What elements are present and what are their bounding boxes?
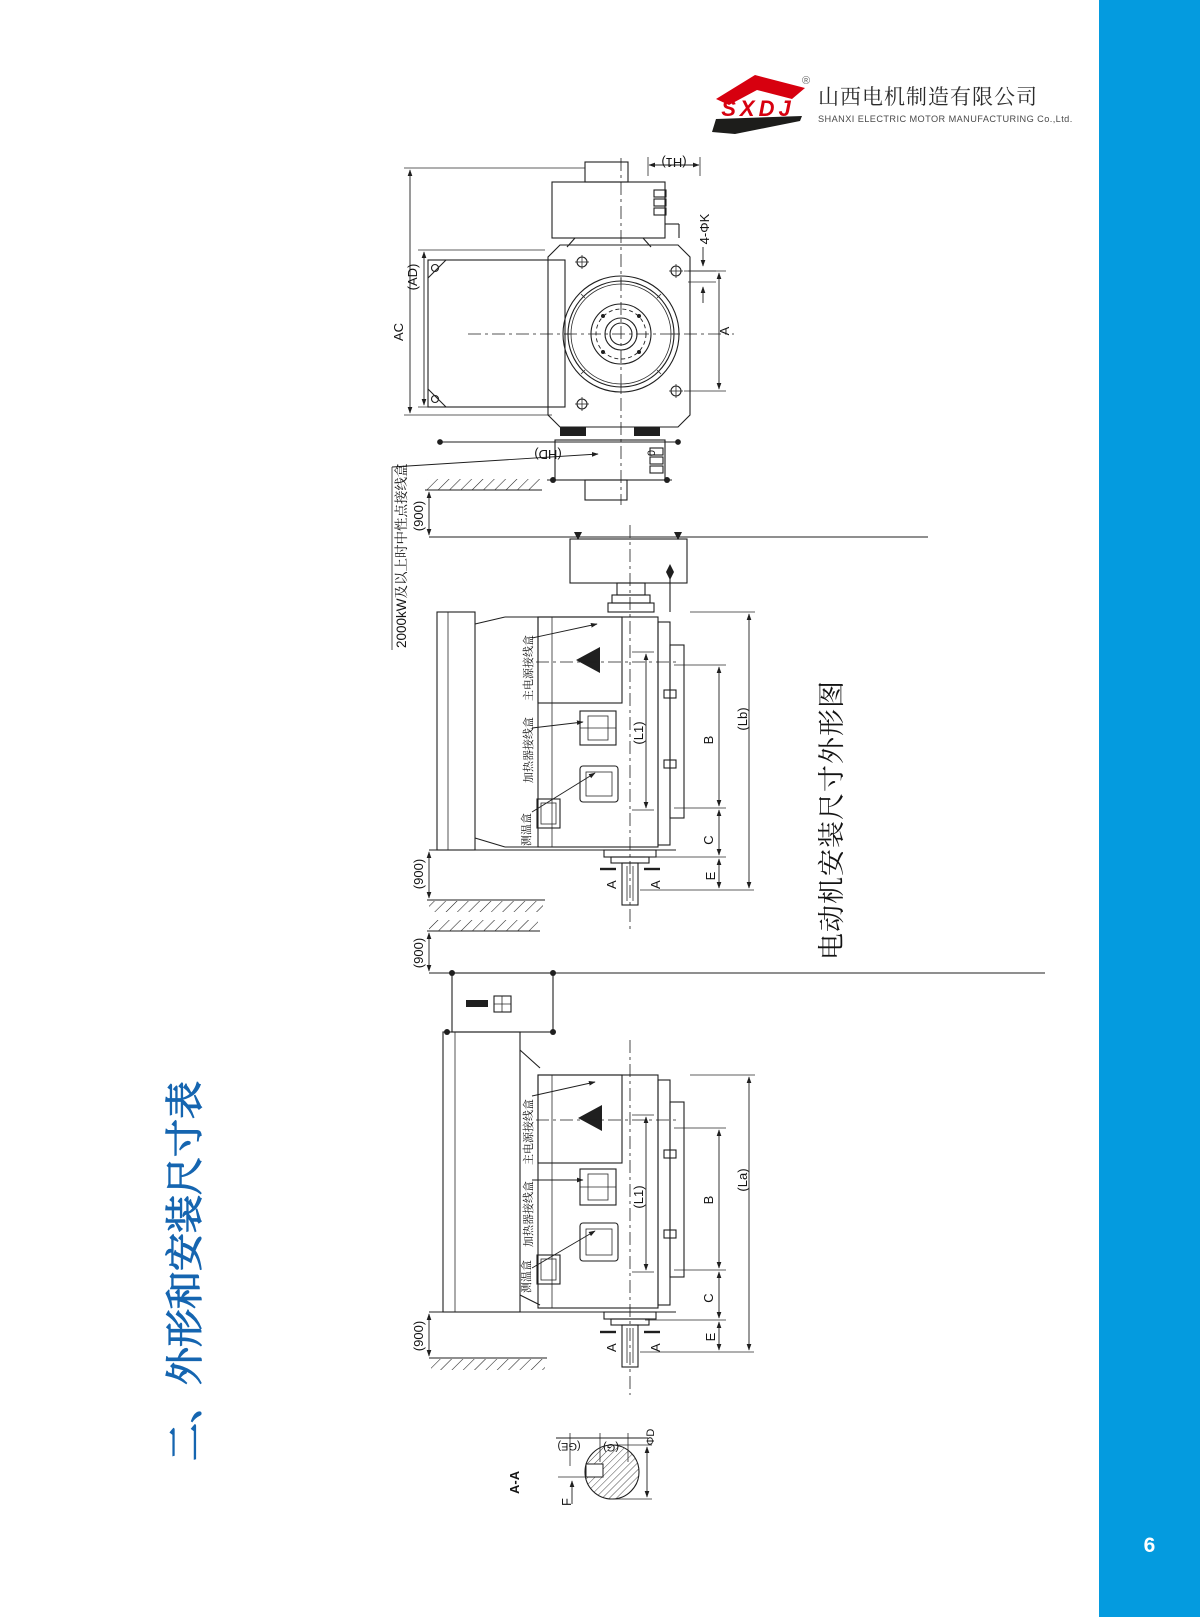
section-mark-a-right: A <box>648 1343 663 1352</box>
dim-label-g: (G) <box>603 1441 619 1453</box>
dim-label-b: B <box>701 735 716 745</box>
section-mark-a-left: A <box>604 880 619 889</box>
dim-label-e: E <box>703 871 718 881</box>
dim-label-l1: (L1) <box>631 1185 646 1209</box>
label-heater-box: 加热器接线盒 <box>523 1181 535 1247</box>
company-name-cn: 山西电机制造有限公司 <box>818 86 1038 109</box>
dim-label-ad: (AD) <box>405 263 420 291</box>
dim-label-900-top: (900) <box>411 500 426 532</box>
label-heater-box: 加热器接线盒 <box>523 717 535 783</box>
dim-label-e: E <box>703 1332 718 1342</box>
figure-caption: 电动机安装尺寸外形图 <box>817 680 847 960</box>
side-view-la-drawing <box>411 920 1045 1395</box>
label-temp-box: 测温盒 <box>521 813 533 846</box>
side-view-lb-drawing <box>411 479 928 932</box>
ground-hatch <box>429 901 543 912</box>
dim-label-900-bottom: (900) <box>411 858 426 890</box>
end-view-drawing <box>391 155 734 505</box>
dim-label-hd: (HD) <box>534 447 562 462</box>
label-main-power-box: 主电源接线盒 <box>523 1099 535 1165</box>
dim-label-900-top: (900) <box>411 937 426 969</box>
section-title: 二、外形和安装尺寸表 <box>165 1080 207 1461</box>
dim-label-a: A <box>717 326 732 336</box>
company-name-en: SHANXI ELECTRIC MOTOR MANUFACTURING Co.,Ltd. <box>818 114 1073 124</box>
dim-label-l1: (L1) <box>631 721 646 745</box>
section-mark-a-left: A <box>604 1343 619 1352</box>
ground-hatch <box>429 920 538 931</box>
dim-label-f: F <box>559 1498 574 1506</box>
dim-label-b: B <box>701 1195 716 1205</box>
registered-mark-icon: ® <box>801 75 811 87</box>
dim-label-zero: 0 <box>646 449 658 457</box>
note-neutral-box: 2000kW及以上时中性点接线盒 <box>394 463 409 648</box>
dim-label-phid: ΦD <box>645 1428 657 1446</box>
ground-hatch <box>431 1359 545 1370</box>
section-mark-a-right: A <box>648 880 663 889</box>
label-temp-box: 测温盒 <box>521 1260 533 1293</box>
dim-label-900-bottom: (900) <box>411 1320 426 1352</box>
page-number: 6 <box>1143 1534 1156 1557</box>
dim-label-c: C <box>701 1293 716 1303</box>
section-aa-drawing <box>507 1429 657 1506</box>
dim-label-lb: (Lb) <box>735 707 750 731</box>
logo-text: SXDJ <box>721 96 795 121</box>
label-main-power-box: 主电源接线盒 <box>523 635 535 701</box>
ground-hatch <box>427 479 540 490</box>
section-aa-title: A-A <box>507 1470 522 1494</box>
dim-label-c: C <box>701 835 716 845</box>
sxdj-logo-icon <box>712 75 810 134</box>
dim-label-ge: (GE) <box>557 1440 581 1452</box>
dim-label-4phik: 4-ΦK <box>697 213 712 245</box>
dim-label-ac: AC <box>391 322 406 342</box>
dim-label-la: (La) <box>735 1168 750 1192</box>
dim-label-h1: (H1) <box>661 155 687 170</box>
